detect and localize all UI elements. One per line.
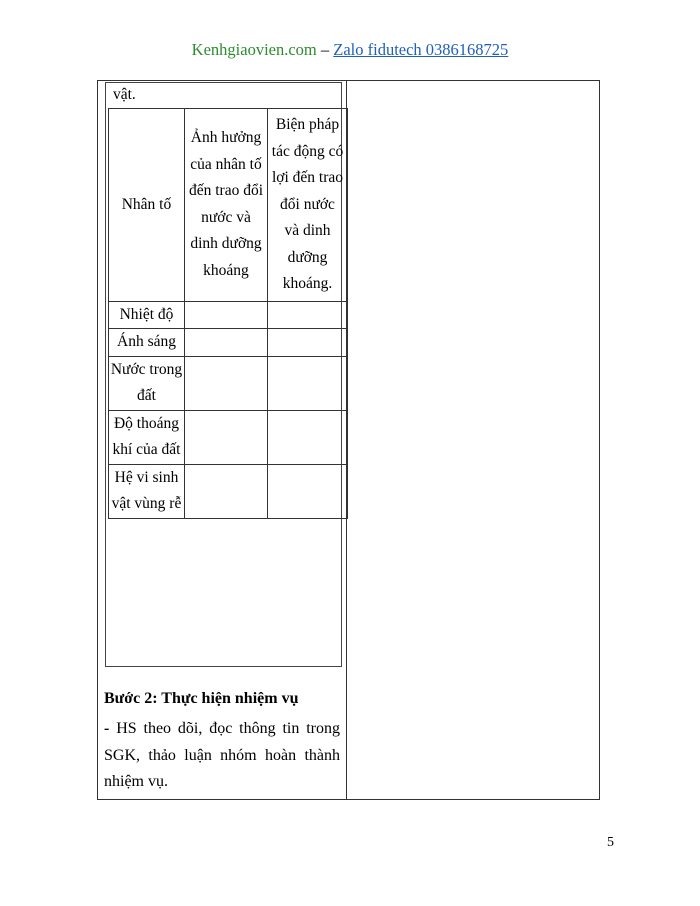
row-measures [268, 356, 348, 410]
row-influence [185, 410, 268, 464]
header-site: Kenhgiaovien.com [191, 40, 317, 59]
step2-dash: - [104, 720, 110, 737]
table-row [109, 410, 348, 464]
row-factor: Hệ vi sinh vật vùng rễ [109, 464, 185, 518]
row-measures [268, 410, 348, 464]
row-measures [268, 464, 348, 518]
header-factor: Nhân tố [109, 109, 185, 302]
row-factor: Độ thoáng khí của đất [109, 410, 185, 464]
table-header-row [109, 109, 348, 302]
header-influence: Ảnh hưởng của nhân tố đến trao đổi nước và dinh dưỡng khoáng [185, 109, 268, 302]
header-measures: Biện pháp tác động có lợi đến trao đổi nước và dinh dưỡng khoáng. [268, 109, 348, 302]
factors-table [108, 108, 348, 519]
step2-title: Bước 2: Thực hiện nhiệm vụ [104, 690, 299, 707]
table-row [109, 356, 348, 410]
continued-text: vật. [113, 86, 136, 103]
table-row [109, 329, 348, 357]
page-number: 5 [607, 835, 614, 850]
header-separator: – [316, 40, 334, 59]
header-zalo-link[interactable]: Zalo fidutech 0386168725 [333, 40, 509, 59]
step2-text: HS theo dõi, đọc thông tin trong SGK, thảo luận nhóm hoàn thành nhiệm vụ. [104, 720, 340, 790]
page-header [0, 40, 700, 60]
row-factor: Nước trong đất [109, 356, 185, 410]
row-factor: Ánh sáng [109, 329, 185, 357]
row-influence [185, 301, 268, 329]
step2-body [104, 716, 340, 796]
row-influence [185, 356, 268, 410]
row-measures [268, 329, 348, 357]
row-influence [185, 464, 268, 518]
table-row [109, 464, 348, 518]
table-row [109, 301, 348, 329]
row-measures [268, 301, 348, 329]
row-influence [185, 329, 268, 357]
row-factor: Nhiệt độ [109, 301, 185, 329]
